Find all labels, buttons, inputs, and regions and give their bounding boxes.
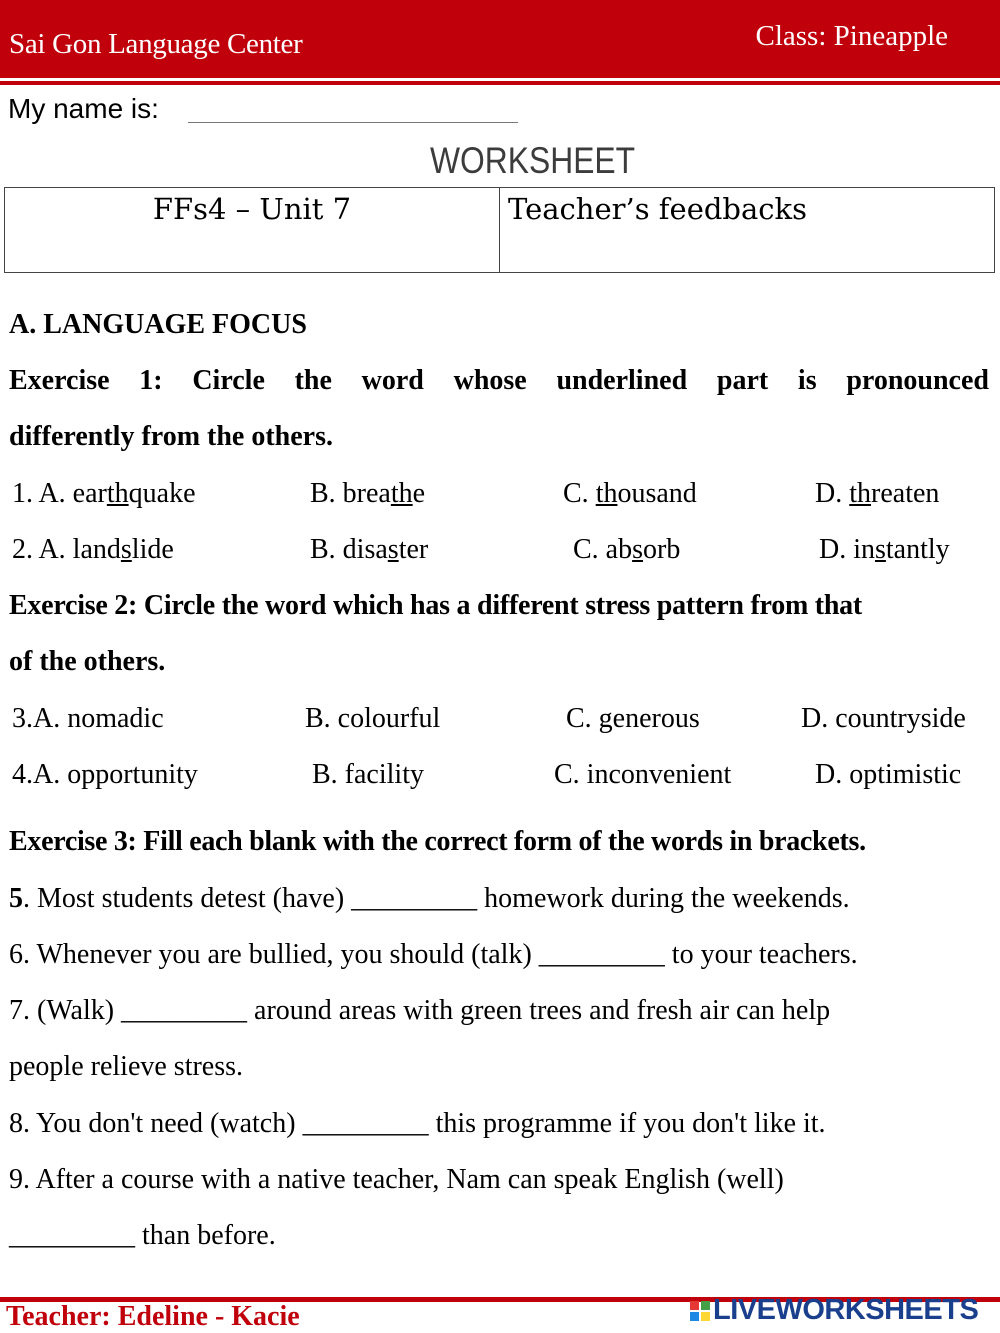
teacher-name: Teacher: Edeline - Kacie — [6, 1301, 300, 1332]
q1-option-c[interactable]: C. thousand — [563, 478, 697, 509]
heading-word: the — [294, 365, 332, 396]
heading-word: 1: — [139, 365, 163, 396]
heading-word: is — [797, 365, 817, 396]
q4-option-c[interactable]: C. inconvenient — [554, 759, 732, 790]
center-name: Sai Gon Language Center — [9, 28, 303, 60]
q3-option-a[interactable]: 3.A. nomadic — [12, 703, 164, 734]
q4-option-a[interactable]: 4.A. opportunity — [12, 759, 198, 790]
heading-word: pronounced — [846, 365, 989, 396]
liveworksheets-logo — [690, 1294, 978, 1327]
exercise-2-heading-line2: of the others. — [9, 646, 166, 677]
q2-option-a[interactable]: 2. A. landslide — [12, 534, 174, 565]
q3-option-b[interactable]: B. colourful — [305, 703, 441, 734]
info-table — [4, 187, 995, 273]
exercise-1-heading-line2: differently from the others. — [9, 421, 333, 452]
feedback-cell: Teacher’s feedbacks — [500, 188, 995, 273]
question-9: 9. After a course with a native teacher, Nam can speak English (well) — [9, 1164, 784, 1195]
heading-word: Exercise — [9, 365, 110, 396]
exercise-1-heading — [9, 365, 989, 397]
section-a-heading: A. LANGUAGE FOCUS — [9, 309, 307, 340]
name-input-line[interactable] — [188, 122, 518, 123]
heading-word: Circle — [192, 365, 265, 396]
question-5: 5. Most students detest (have) _________ homework during the weekends. — [9, 883, 850, 914]
header-bar — [0, 0, 1000, 78]
question-6: 6. Whenever you are bullied, you should (talk) _________ to your teachers. — [9, 939, 858, 970]
q4-option-b[interactable]: B. facility — [312, 759, 424, 790]
heading-word: whose — [453, 365, 527, 396]
q3-option-d[interactable]: D. countryside — [801, 703, 966, 734]
heading-word: underlined — [556, 365, 688, 396]
exercise-2-heading: Exercise 2: Circle the word which has a different stress pattern from that — [9, 590, 862, 621]
exercise-3-heading: Exercise 3: Fill each blank with the correct form of the words in brackets. — [9, 826, 866, 857]
heading-word: word — [361, 365, 424, 396]
logo-text: LIVEWORKSHEETS — [713, 1294, 979, 1326]
question-9-line2: _________ than before. — [9, 1220, 276, 1251]
q1-option-d[interactable]: D. threaten — [815, 478, 940, 509]
header-divider — [0, 81, 1000, 85]
q3-option-c[interactable]: C. generous — [566, 703, 700, 734]
worksheet-title: WORKSHEET — [430, 140, 636, 181]
question-7: 7. (Walk) _________ around areas with green trees and fresh air can help — [9, 995, 831, 1026]
class-name: Class: Pineapple — [755, 20, 948, 52]
q2-option-c[interactable]: C. absorb — [573, 534, 681, 565]
q1-option-a[interactable]: 1. A. earthquake — [12, 478, 196, 509]
question-7-line2: people relieve stress. — [9, 1051, 244, 1082]
name-label: My name is: — [8, 93, 159, 124]
liveworksheets-icon — [690, 1301, 710, 1321]
q4-option-d[interactable]: D. optimistic — [815, 759, 962, 790]
q1-option-b[interactable]: B. breathe — [310, 478, 426, 509]
heading-word: part — [716, 365, 769, 396]
q2-option-b[interactable]: B. disaster — [310, 534, 429, 565]
q2-option-d[interactable]: D. instantly — [819, 534, 950, 565]
question-8: 8. You don't need (watch) _________ this programme if you don't like it. — [9, 1108, 826, 1139]
unit-cell: FFs4 – Unit 7 — [5, 188, 500, 273]
